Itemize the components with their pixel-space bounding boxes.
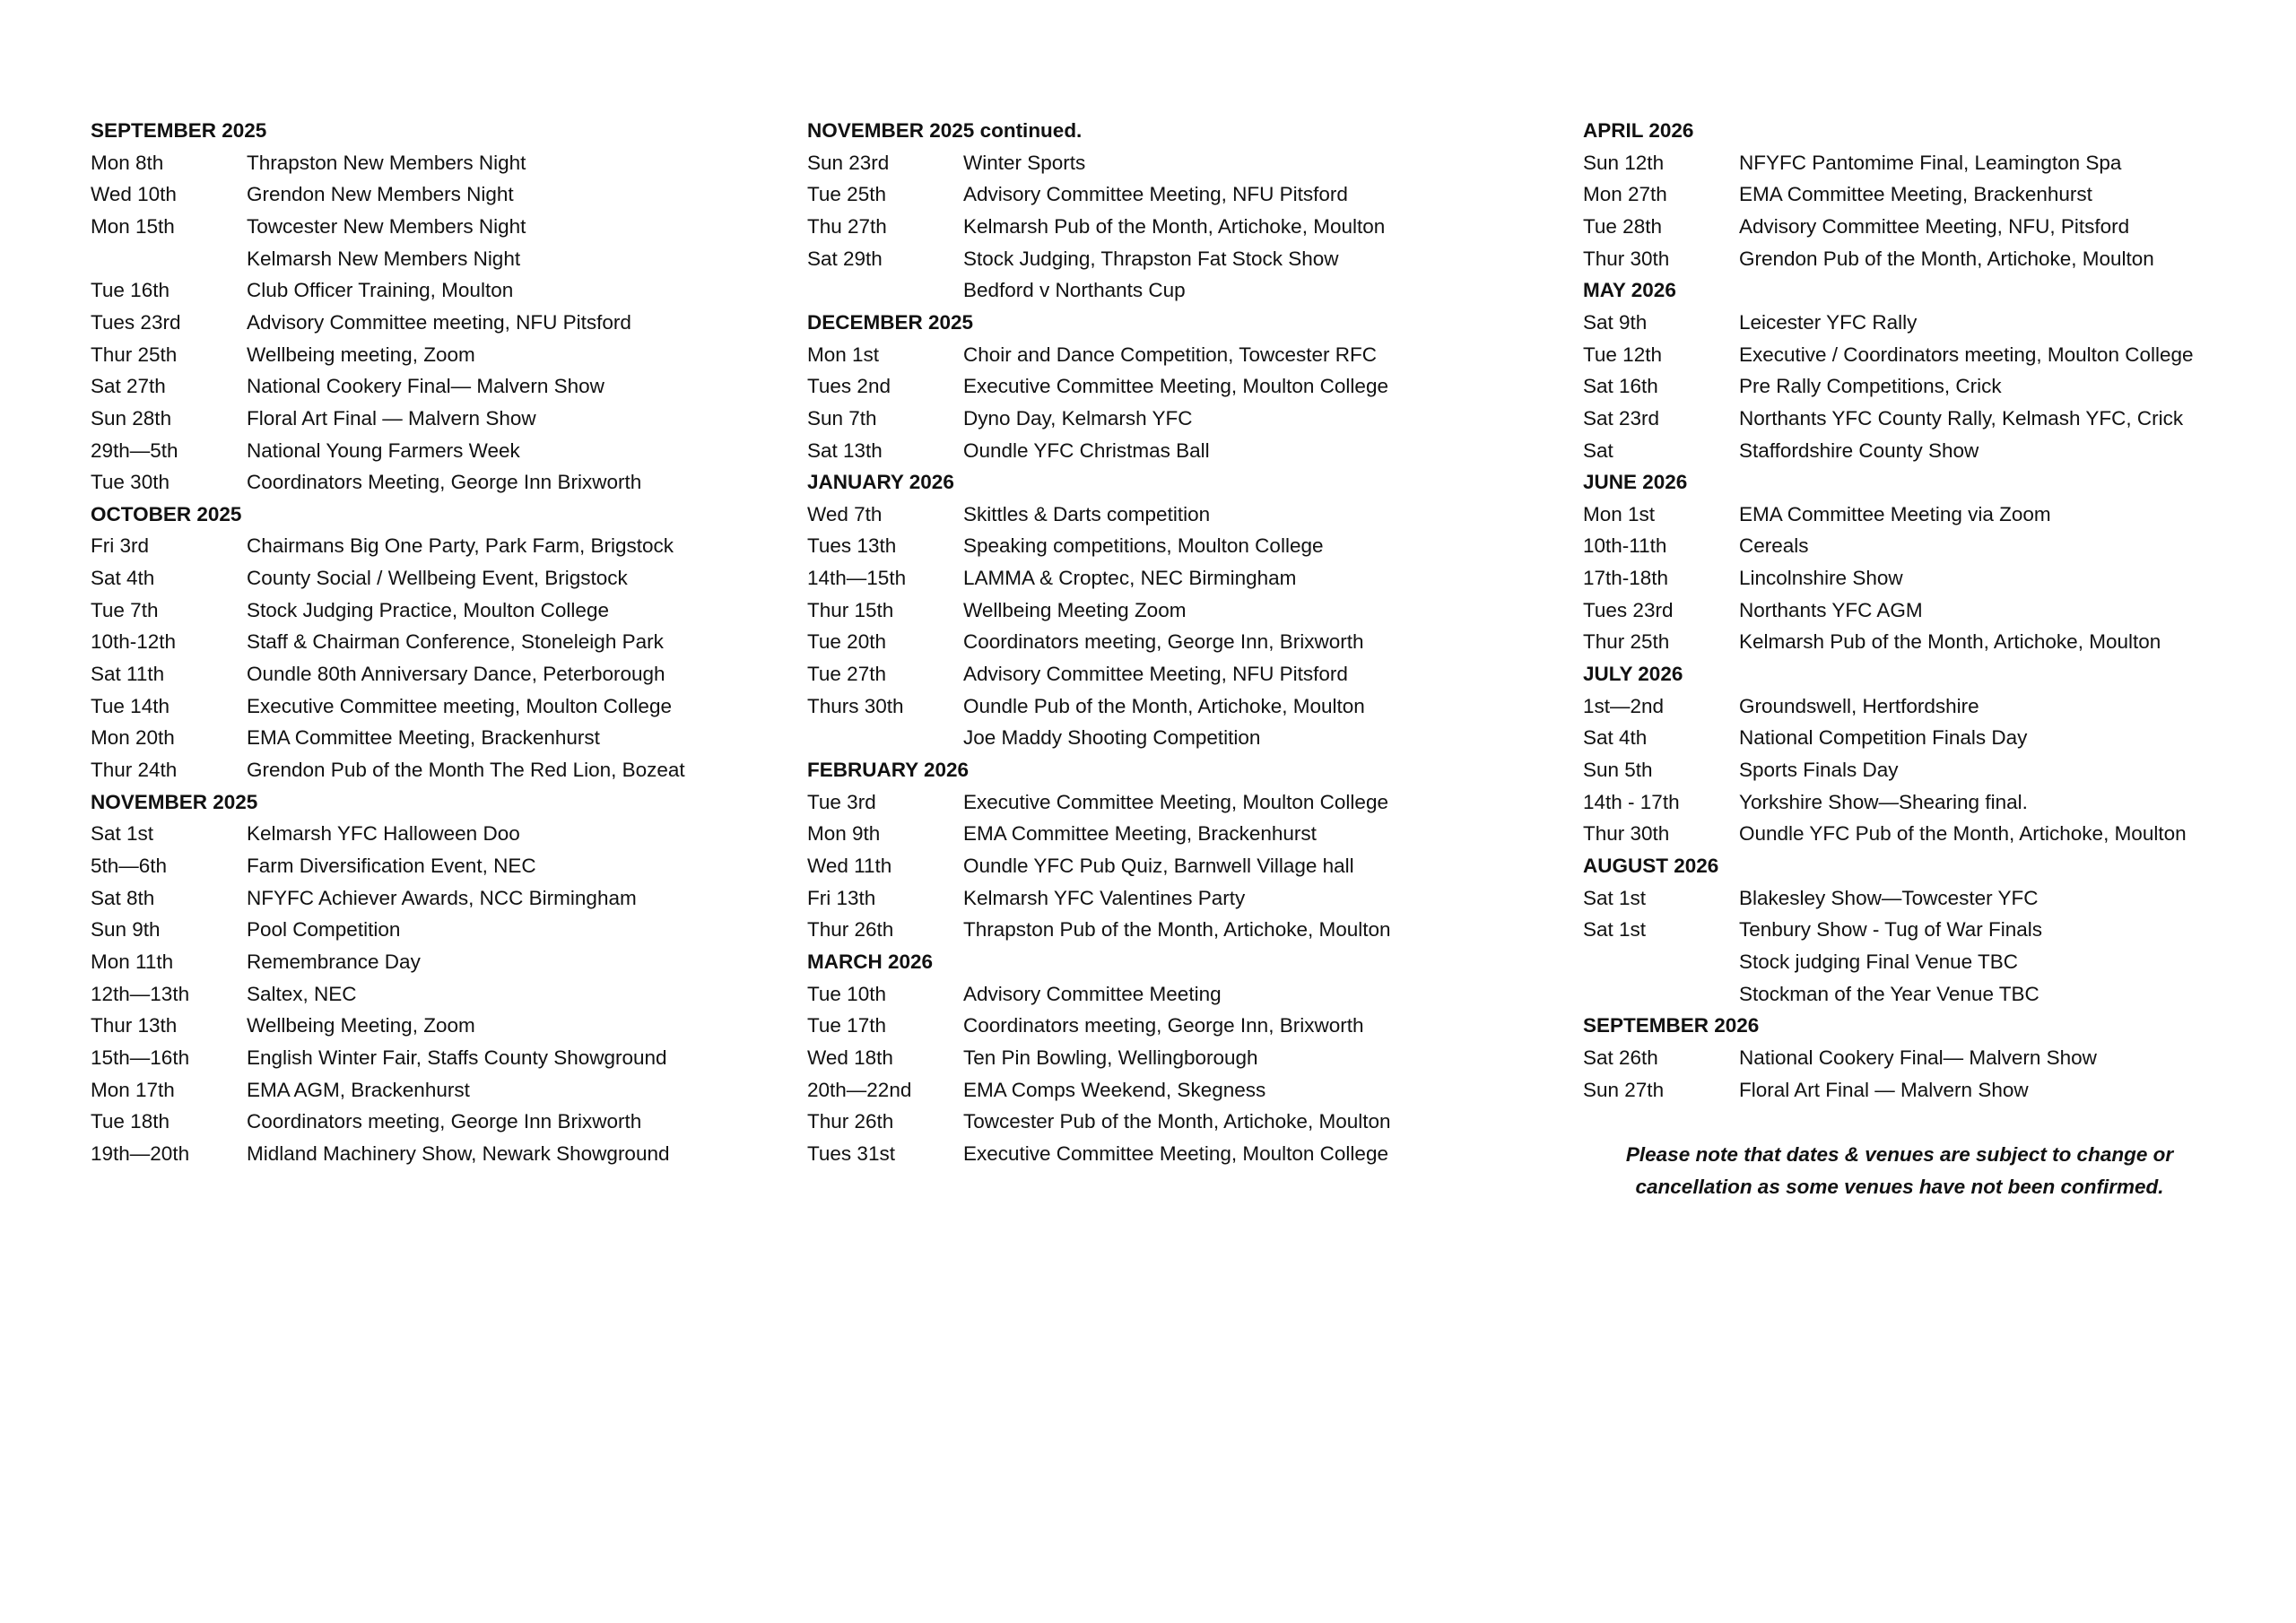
event-description: Grendon New Members Night (247, 183, 514, 206)
event-description: Pre Rally Competitions, Crick (1739, 375, 2002, 398)
event-date: Mon 1st (807, 343, 880, 366)
month-heading: JANUARY 2026 (807, 471, 954, 494)
event-date: Sat 1st (91, 822, 154, 846)
event-date: 14th—15th (807, 567, 907, 590)
event-date: 12th—13th (91, 982, 190, 1005)
event-description: EMA Committee Meeting via Zoom (1739, 502, 2051, 525)
event-description: Saltex, NEC (247, 982, 357, 1005)
event-description: Thrapston Pub of the Month, Artichoke, Moulton (963, 918, 1391, 942)
event-description: Dyno Day, Kelmarsh YFC (963, 406, 1193, 430)
event-date: Sat 8th (91, 886, 155, 909)
event-date: 15th—16th (91, 1046, 190, 1069)
event-date: Sun 27th (1583, 1078, 1665, 1101)
event-date: Thur 13th (91, 1014, 178, 1037)
event-date: Thur 15th (807, 598, 894, 621)
event-date: Sun 28th (91, 406, 172, 430)
event-date: Sat 1st (1583, 886, 1647, 909)
event-description: Coordinators meeting, George Inn Brixworth (247, 1110, 642, 1133)
event-date: Sat 26th (1583, 1046, 1658, 1069)
event-description: Oundle YFC Christmas Ball (963, 438, 1210, 462)
event-date: Sat 23rd (1583, 406, 1660, 430)
event-date: Tue 28th (1583, 214, 1662, 238)
event-date: Tue 14th (91, 694, 170, 717)
event-date: Tues 2nd (807, 375, 891, 398)
event-date: Sat 13th (807, 438, 883, 462)
event-date: Sun 9th (91, 918, 161, 942)
event-description: Towcester New Members Night (247, 214, 526, 238)
event-description: EMA Committee Meeting, Brackenhurst (1739, 183, 2092, 206)
event-date: 29th—5th (91, 438, 178, 462)
event-description: Advisory Committee Meeting (963, 982, 1222, 1005)
event-date: Sat 4th (1583, 726, 1648, 750)
month-heading: SEPTEMBER 2025 (91, 119, 267, 142)
event-description: Yorkshire Show—Shearing final. (1739, 790, 2028, 813)
event-description: Kelmarsh New Members Night (247, 247, 521, 270)
event-description: Joe Maddy Shooting Competition (963, 726, 1261, 750)
event-description: Remembrance Day (247, 950, 421, 973)
event-date: Tue 25th (807, 183, 886, 206)
event-description: Coordinators meeting, George Inn, Brixworth (963, 1014, 1364, 1037)
event-description: Club Officer Training, Moulton (247, 279, 514, 302)
event-date: Wed 11th (807, 854, 892, 877)
event-date: 5th—6th (91, 854, 168, 877)
event-date: Sat 1st (1583, 918, 1647, 942)
event-date: Mon 27th (1583, 183, 1667, 206)
event-description: Speaking competitions, Moulton College (963, 534, 1324, 558)
disclaimer-note (1578, 1139, 2221, 1203)
event-description: Executive Committee meeting, Moulton College (247, 694, 672, 717)
event-description: Advisory Committee Meeting, NFU Pitsford (963, 663, 1348, 686)
event-description: Pool Competition (247, 918, 401, 942)
event-date: Sun 12th (1583, 151, 1665, 174)
event-date: Tue 30th (91, 471, 170, 494)
event-description: National Young Farmers Week (247, 438, 520, 462)
event-description: EMA AGM, Brackenhurst (247, 1078, 470, 1101)
event-date: Tue 27th (807, 663, 886, 686)
event-date: Sat 27th (91, 375, 166, 398)
event-date: Tue 20th (807, 630, 886, 654)
event-date: Tue 10th (807, 982, 886, 1005)
event-date: Sat (1583, 438, 1613, 462)
event-description: Floral Art Final — Malvern Show (247, 406, 536, 430)
event-description: LAMMA & Croptec, NEC Birmingham (963, 567, 1297, 590)
event-date: Tue 12th (1583, 343, 1662, 366)
event-description: National Cookery Final— Malvern Show (247, 375, 604, 398)
month-heading: JULY 2026 (1583, 663, 1683, 686)
event-date: 10th-11th (1583, 534, 1667, 558)
event-description: Northants YFC County Rally, Kelmash YFC, Crick (1739, 406, 2184, 430)
event-date: Fri 3rd (91, 534, 150, 558)
event-description: Floral Art Final — Malvern Show (1739, 1078, 2029, 1101)
event-date: Sat 9th (1583, 310, 1648, 334)
event-description: Coordinators Meeting, George Inn Brixworth (247, 471, 642, 494)
event-description: Kelmarsh YFC Halloween Doo (247, 822, 520, 846)
month-heading: OCTOBER 2025 (91, 502, 242, 525)
event-date: Fri 13th (807, 886, 876, 909)
event-description: Advisory Committee meeting, NFU Pitsford (247, 310, 631, 334)
event-date: Wed 7th (807, 502, 883, 525)
event-description: Wellbeing Meeting Zoom (963, 598, 1187, 621)
event-description: Blakesley Show—Towcester YFC (1739, 886, 2039, 909)
event-description: Executive Committee Meeting, Moulton College (963, 375, 1388, 398)
event-date: Thur 30th (1583, 247, 1670, 270)
month-heading: MAY 2026 (1583, 279, 1676, 302)
event-date: Thur 26th (807, 918, 894, 942)
event-description: Skittles & Darts competition (963, 502, 1211, 525)
event-description: Thrapston New Members Night (247, 151, 526, 174)
event-description: Sports Finals Day (1739, 759, 1899, 781)
event-description: Chairmans Big One Party, Park Farm, Brigstock (247, 534, 674, 558)
note-line-1: Please note that dates & venues are subject to change or (1625, 1143, 2174, 1166)
event-description: National Cookery Final— Malvern Show (1739, 1046, 2097, 1069)
event-date: Mon 1st (1583, 502, 1656, 525)
event-date: Sun 5th (1583, 759, 1653, 781)
event-description: Coordinators meeting, George Inn, Brixworth (963, 630, 1364, 654)
event-description: Groundswell, Hertfordshire (1739, 694, 1979, 717)
month-heading: SEPTEMBER 2026 (1583, 1014, 1760, 1037)
event-date: Mon 15th (91, 214, 175, 238)
event-date: Tues 23rd (91, 310, 181, 334)
event-date: Thur 30th (1583, 822, 1670, 846)
note-line-2: cancellation as some venues have not been confirmed. (1635, 1176, 2164, 1198)
event-description: EMA Committee Meeting, Brackenhurst (247, 726, 600, 750)
event-date: Tue 17th (807, 1014, 886, 1037)
event-date: Mon 11th (91, 950, 174, 973)
event-description: National Competition Finals Day (1739, 726, 2028, 750)
event-description: Oundle YFC Pub Quiz, Barnwell Village hall (963, 854, 1354, 877)
event-description: NFYFC Achiever Awards, NCC Birmingham (247, 886, 637, 909)
event-date: Tues 31st (807, 1141, 895, 1165)
event-date: Thur 24th (91, 759, 178, 781)
event-date: Thurs 30th (807, 694, 904, 717)
event-date: Mon 9th (807, 822, 881, 846)
event-description: Wellbeing meeting, Zoom (247, 343, 475, 366)
event-date: 14th - 17th (1583, 790, 1680, 813)
event-date: Sun 7th (807, 406, 877, 430)
event-description: Wellbeing Meeting, Zoom (247, 1014, 475, 1037)
event-description: Advisory Committee Meeting, NFU, Pitsford (1739, 214, 2130, 238)
event-description: Grendon Pub of the Month The Red Lion, Bozeat (247, 759, 685, 781)
event-description: Advisory Committee Meeting, NFU Pitsford (963, 183, 1348, 206)
month-heading: DECEMBER 2025 (807, 310, 974, 334)
event-description: Oundle 80th Anniversary Dance, Peterborough (247, 663, 665, 686)
event-description: Kelmarsh Pub of the Month, Artichoke, Moulton (1739, 630, 2161, 654)
event-date: Sun 23rd (807, 151, 890, 174)
event-description: Tenbury Show - Tug of War Finals (1739, 918, 2043, 942)
event-description: Stockman of the Year Venue TBC (1739, 982, 2039, 1005)
event-description: Staffordshire County Show (1739, 438, 1979, 462)
event-date: Tues 23rd (1583, 598, 1674, 621)
event-description: Choir and Dance Competition, Towcester RFC (963, 343, 1378, 366)
event-description: Winter Sports (963, 151, 1086, 174)
event-date: Tue 16th (91, 279, 170, 302)
month-heading: FEBRUARY 2026 (807, 759, 970, 781)
event-date: Thur 25th (91, 343, 178, 366)
event-description: NFYFC Pantomime Final, Leamington Spa (1739, 151, 2122, 174)
event-description: Midland Machinery Show, Newark Showground (247, 1141, 670, 1165)
event-date: Thu 27th (807, 214, 887, 238)
event-description: Cereals (1739, 534, 1809, 558)
month-heading: NOVEMBER 2025 (91, 790, 258, 813)
event-description: Ten Pin Bowling, Wellingborough (963, 1046, 1258, 1069)
event-date: Mon 17th (91, 1078, 175, 1101)
event-description: Stock Judging Practice, Moulton College (247, 598, 609, 621)
event-date: Wed 10th (91, 183, 177, 206)
event-date: Tue 18th (91, 1110, 170, 1133)
event-date: 20th—22nd (807, 1078, 912, 1101)
event-description: Lincolnshire Show (1739, 567, 1903, 590)
event-description: EMA Committee Meeting, Brackenhurst (963, 822, 1317, 846)
event-date: 10th-12th (91, 630, 177, 654)
event-description: Oundle YFC Pub of the Month, Artichoke, Moulton (1739, 822, 2187, 846)
event-date: Tues 13th (807, 534, 897, 558)
event-date: Mon 20th (91, 726, 175, 750)
event-date: Sat 16th (1583, 375, 1658, 398)
event-description: English Winter Fair, Staffs County Showground (247, 1046, 667, 1069)
event-date: Tue 7th (91, 598, 159, 621)
event-date: Mon 8th (91, 151, 164, 174)
event-description: Kelmarsh YFC Valentines Party (963, 886, 1246, 909)
event-description: Staff & Chairman Conference, Stoneleigh Park (247, 630, 664, 654)
event-description: Stock judging Final Venue TBC (1739, 950, 2019, 973)
event-description: Towcester Pub of the Month, Artichoke, Moulton (963, 1110, 1391, 1133)
month-heading: MARCH 2026 (807, 950, 934, 973)
month-heading: JUNE 2026 (1583, 471, 1688, 494)
event-date: Sat 4th (91, 567, 155, 590)
event-date: Thur 26th (807, 1110, 894, 1133)
event-description: Executive / Coordinators meeting, Moulton College (1739, 343, 2194, 366)
event-date: Wed 18th (807, 1046, 893, 1069)
event-date: 19th—20th (91, 1141, 190, 1165)
event-description: Executive Committee Meeting, Moulton College (963, 1141, 1388, 1165)
month-heading: AUGUST 2026 (1583, 854, 1719, 877)
event-date: Sat 11th (91, 663, 165, 686)
event-date: 17th-18th (1583, 567, 1669, 590)
event-date: Tue 3rd (807, 790, 876, 813)
event-description: County Social / Wellbeing Event, Brigstock (247, 567, 628, 590)
event-description: Bedford v Northants Cup (963, 279, 1186, 302)
month-heading: NOVEMBER 2025 continued. (807, 119, 1083, 142)
event-description: Northants YFC AGM (1739, 598, 1923, 621)
event-date: Sat 29th (807, 247, 883, 270)
month-heading: APRIL 2026 (1583, 119, 1694, 142)
event-description: Kelmarsh Pub of the Month, Artichoke, Moulton (963, 214, 1386, 238)
event-description: Stock Judging, Thrapston Fat Stock Show (963, 247, 1339, 270)
event-description: Farm Diversification Event, NEC (247, 854, 536, 877)
event-description: Executive Committee Meeting, Moulton College (963, 790, 1388, 813)
event-description: Oundle Pub of the Month, Artichoke, Moulton (963, 694, 1365, 717)
event-date: 1st—2nd (1583, 694, 1665, 717)
event-date: Thur 25th (1583, 630, 1670, 654)
event-description: Grendon Pub of the Month, Artichoke, Moulton (1739, 247, 2154, 270)
event-description: EMA Comps Weekend, Skegness (963, 1078, 1266, 1101)
event-description: Leicester YFC Rally (1739, 310, 1918, 334)
